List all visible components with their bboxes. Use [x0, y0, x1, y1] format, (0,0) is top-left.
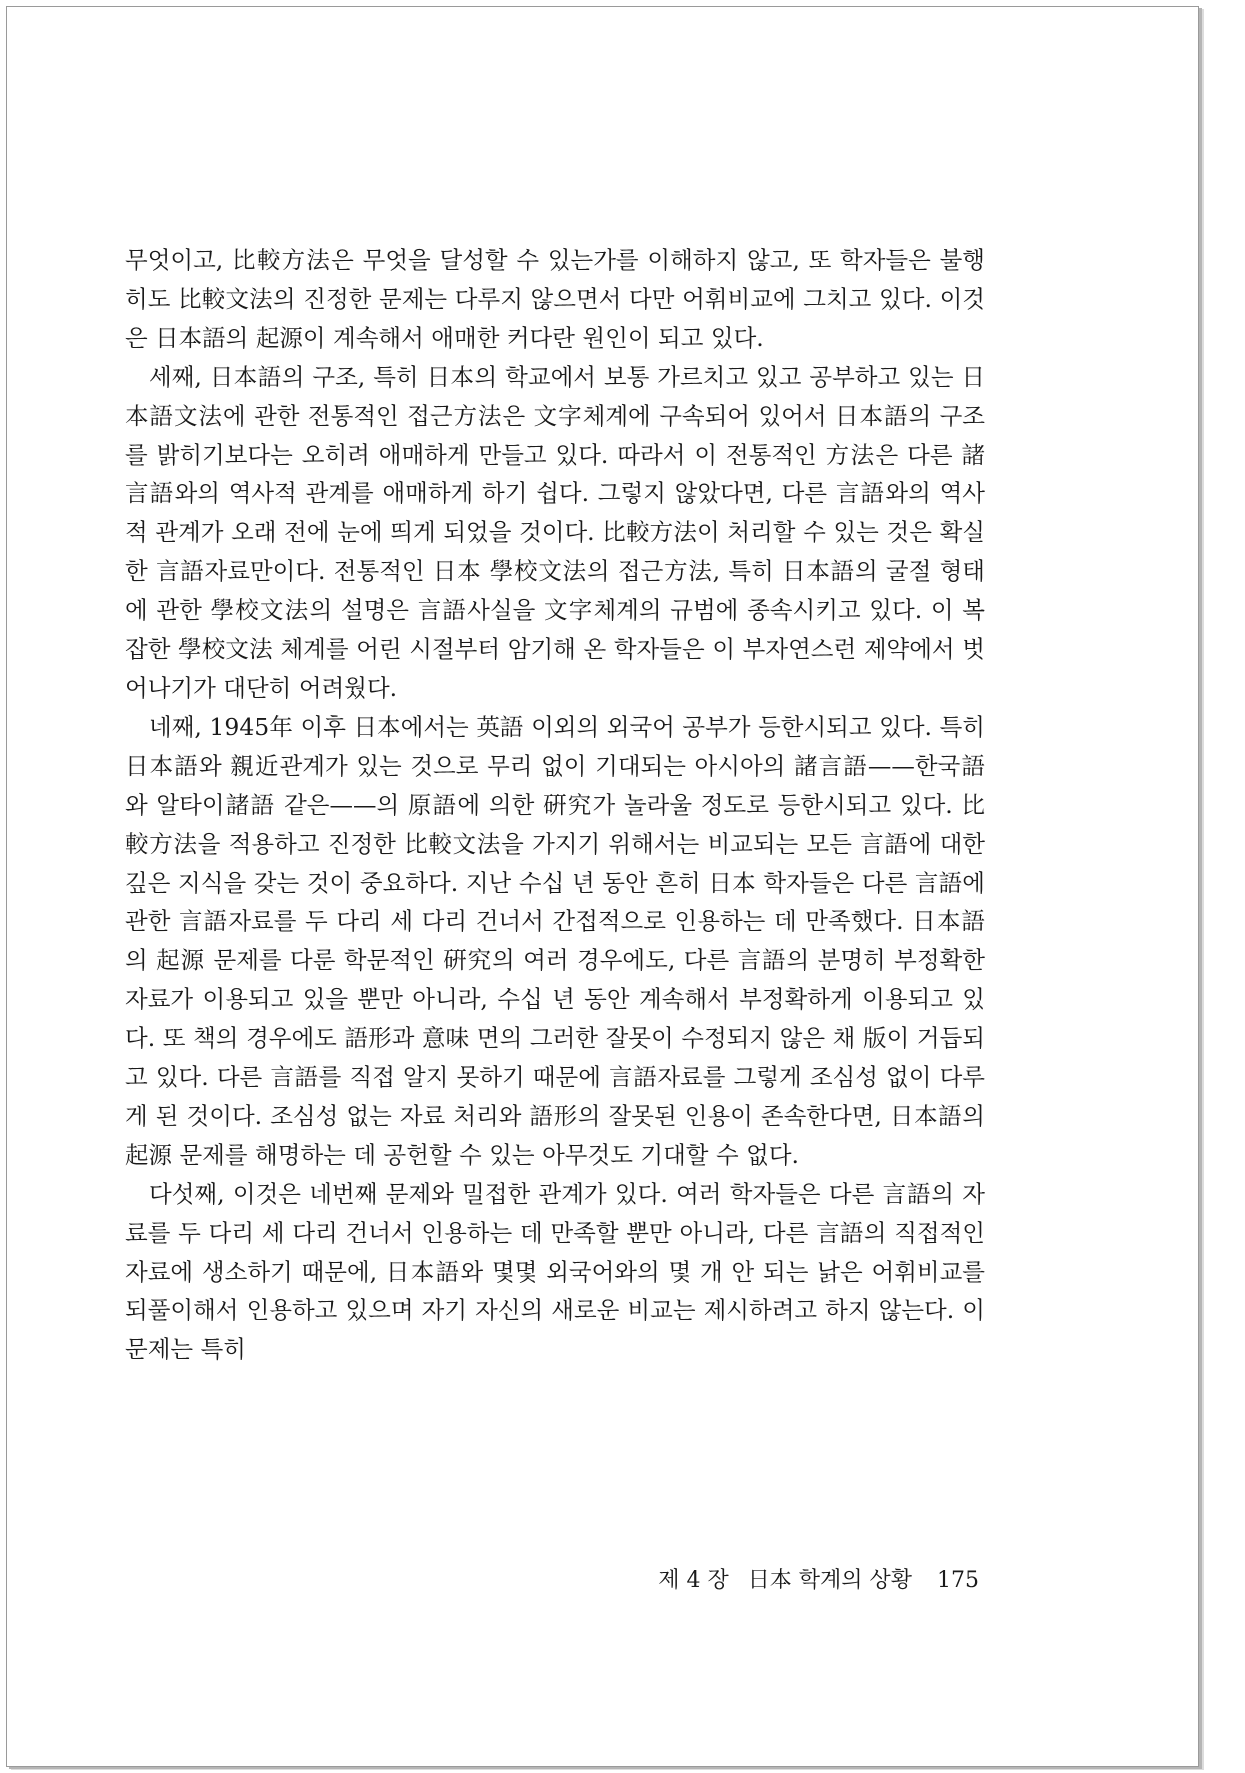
book-page — [6, 6, 1199, 1767]
paragraph-continuation: 무엇이고, 比較方法은 무엇을 달성할 수 있는가를 이해하지 않고, 또 학자들은 불행히도 比較文法의 진정한 문제는 다루지 않으면서 다만 어휘비교에 그치고 있다. 이것은 日本語의 起源이 계속해서 애매한 커다란 원인이 되고 있다. — [125, 246, 985, 352]
paragraph-fifth-point: 다섯째, 이것은 네번째 문제와 밀접한 관계가 있다. 여러 학자들은 다른 言語의 자료를 두 다리 세 다리 건너서 인용하는 데 만족할 뿐만 아니라, 다른 言語의 직접적인 자료에 생소하기 때문에, 日本語와 몇몇 외국어와의 몇 개 안 되는 낡은 어휘비교를 되풀이해서 인용하고 있으며 자기 자신의 새로운 비교는 제시하려고 하지 않는다. 이 문제는 특히 — [125, 1179, 985, 1364]
page-number: 175 — [937, 1568, 979, 1593]
page-body-text — [125, 241, 985, 1369]
paragraph-fourth-point: 네째, 1945年 이후 日本에서는 英語 이외의 외국어 공부가 등한시되고 있다. 특히 日本語와 親近관계가 있는 것으로 무리 없이 기대되는 아시아의 諸言語——한국語와 알타이諸語 같은——의 原語에 의한 硏究가 놀라울 정도로 등한시되고 있다. 比較方法을 적용하고 진정한 比較文法을 가지기 위해서는 비교되는 모든 言語에 대한 깊은 지식을 갖는 것이 중요하다. 지난 수십 년 동안 흔히 日本 학자들은 다른 言語에 관한 言語자료를 두 다리 세 다리 건너서 간접적으로 인용하는 데 만족했다. 日本語의 起源 문제를 다룬 학문적인 硏究의 여러 경우에도, 다른 言語의 분명히 부정확한 자료가 이용되고 있을 뿐만 아니라, 수십 년 동안 계속해서 부정확하게 이용되고 있다. 또 책의 경우에도 語形과 意味 면의 그러한 잘못이 수정되지 않은 채 版이 거듭되고 있다. 다른 言語를 직접 알지 못하기 때문에 言語자료를 그렇게 조심성 없이 다루게 된 것이다. 조심성 없는 자료 처리와 語形의 잘못된 인용이 존속한다면, 日本語의 起源 문제를 해명하는 데 공헌할 수 있는 아무것도 기대할 수 없다. — [125, 712, 985, 1169]
page-footer — [619, 1563, 979, 1594]
paragraph-third-point: 세째, 日本語의 구조, 특히 日本의 학교에서 보통 가르치고 있고 공부하고 있는 日本語文法에 관한 전통적인 접근方法은 文字체계에 구속되어 있어서 日本語의 구조를 밝히기보다는 오히려 애매하게 만들고 있다. 따라서 이 전통적인 方法은 다른 諸言語와의 역사적 관계를 애매하게 하기 쉽다. 그렇지 않았다면, 다른 言語와의 역사적 관계가 오래 전에 눈에 띄게 되었을 것이다. 比較方法이 처리할 수 있는 것은 확실한 言語자료만이다. 전통적인 日本 學校文法의 접근方法, 특히 日本語의 굴절 형태에 관한 學校文法의 설명은 言語사실을 文字체계의 규범에 종속시키고 있다. 이 복잡한 學校文法 체계를 어린 시절부터 암기해 온 학자들은 이 부자연스런 제약에서 벗어나기가 대단히 어려웠다. — [125, 362, 985, 702]
footer-chapter: 제 4 장 — [658, 1568, 729, 1593]
footer-chapter-title: 日本 학계의 상황 — [747, 1568, 912, 1593]
